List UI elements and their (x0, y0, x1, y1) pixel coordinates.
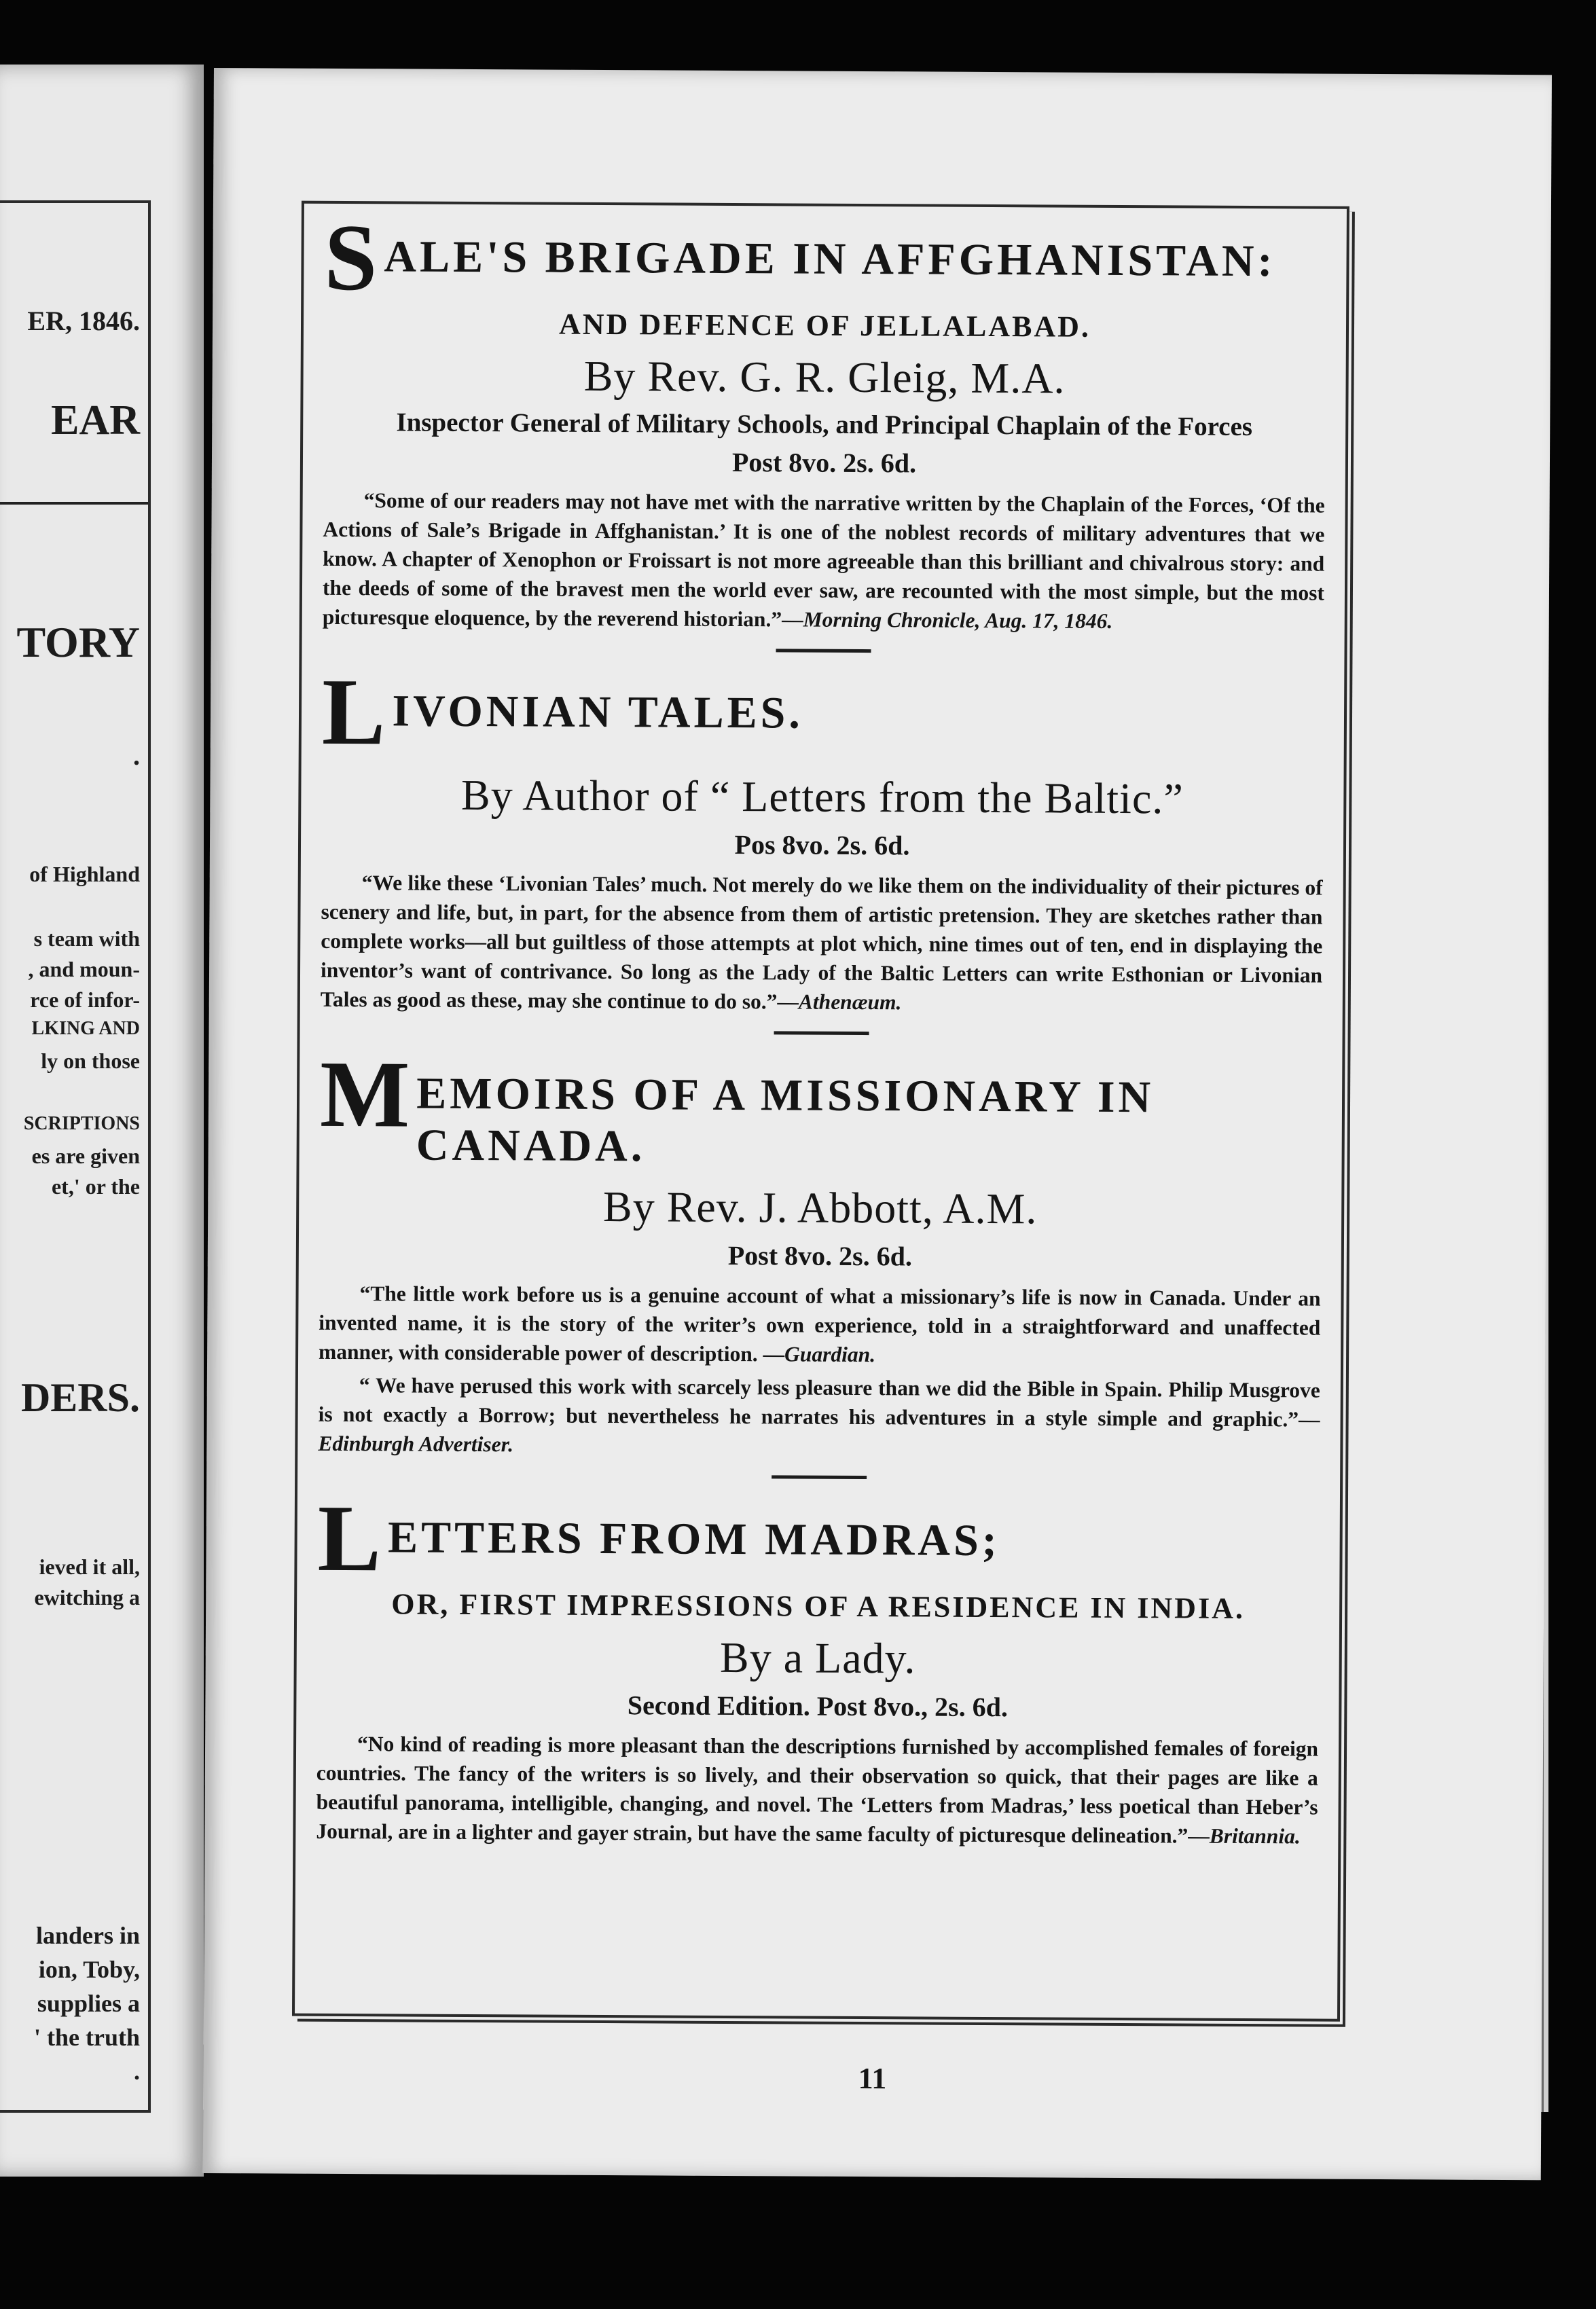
left-page-line: , and moun- (28, 957, 140, 981)
review-quote (321, 868, 1323, 1019)
advertisement-page (203, 68, 1552, 2180)
left-page-line: ER, 1846. (27, 306, 140, 336)
left-page-line: ly on those (41, 1049, 140, 1073)
drop-cap: M (319, 1041, 410, 1148)
left-facing-page (0, 65, 204, 2177)
left-page-line: DERS. (20, 1375, 140, 1420)
section-separator (774, 1031, 869, 1035)
author-affiliation: Inspector General of Military Schools, and Principal Chaplain of the Forces (396, 407, 1253, 442)
left-page-line: landers in (35, 1922, 140, 1949)
book-title: ETTERS FROM MADRAS; (387, 1512, 1000, 1566)
book-advertisement (316, 1485, 1320, 1851)
author-byline: By Rev. G. R. Gleig, M.A. (583, 351, 1066, 403)
section-separator (776, 649, 871, 653)
book-title-line (324, 204, 1326, 311)
left-page-line: TORY (16, 618, 140, 666)
left-page-line: ' the truth (34, 2024, 140, 2051)
author-byline: By a Lady. (719, 1633, 916, 1683)
format-and-price: Second Edition. Post 8vo., 2s. 6d. (627, 1690, 1009, 1723)
review-source: Guardian. (784, 1342, 876, 1367)
left-page-line: s team with (33, 926, 140, 951)
review-source: Edinburgh Advertiser. (318, 1431, 514, 1457)
book-title: EMOIRS OF A MISSIONARY IN CANADA. (416, 1068, 1155, 1171)
book-title-line (321, 659, 1324, 765)
left-page-line: of Highland (29, 862, 140, 886)
review-quote (316, 1729, 1318, 1851)
format-and-price: Post 8vo. 2s. 6d. (727, 1239, 913, 1272)
author-byline: By Author of “ Letters from the Baltic.” (460, 770, 1184, 823)
left-page-line: rce of infor- (30, 987, 140, 1012)
left-page-line: EAR (51, 397, 140, 443)
review-source: Britannia. (1209, 1823, 1301, 1849)
format-and-price: Pos 8vo. 2s. 6d. (734, 829, 910, 861)
review-text: “No kind of reading is more pleasant than the descriptions furnished by accomplished females of foreign countries. The fancy of the writers is so lively, and their observation so quick, that their pages are like a beautiful panorama, intelligible, changing, and novel. The ‘Letters from Madras,’ less poetical than Heber’s Journal, are in a lighter and gayer strain, but have the same faculty of picturesque delineation.”— (316, 1732, 1319, 1848)
advertisement-frame (292, 201, 1349, 2022)
left-page-line: SCRIPTIONS (23, 1113, 140, 1134)
book-title-line (319, 1041, 1322, 1176)
left-page-line: supplies a (37, 1990, 140, 2017)
review-quote (319, 1279, 1321, 1372)
review-quote (318, 1370, 1320, 1463)
book-subtitle: OR, FIRST IMPRESSIONS OF A RESIDENCE IN INDIA. (391, 1587, 1246, 1625)
left-page-line: . (133, 740, 140, 771)
drop-cap: L (317, 1485, 382, 1592)
review-source: Athenæum. (798, 989, 902, 1015)
drop-cap: S (324, 204, 378, 311)
book-title: IVONIAN TALES. (392, 686, 804, 738)
drop-cap: L (321, 659, 386, 765)
review-quote (323, 486, 1325, 637)
book-title-line (317, 1485, 1320, 1592)
book-title: ALE'S BRIGADE IN AFFGHANISTAN: (384, 232, 1276, 287)
review-source: Morning Chronicle, Aug. 17, 1846. (803, 607, 1113, 633)
left-page-line: et,' or the (51, 1174, 140, 1199)
left-page-line: ieved it all, (39, 1555, 140, 1579)
left-page-frame (0, 200, 151, 2113)
left-page-rule (0, 502, 148, 505)
book-advertisement (318, 1041, 1322, 1463)
left-page-line: ion, Toby, (38, 1956, 140, 1983)
review-text: “Some of our readers may not have met with the narrative written by the Chaplain of the Forces, ‘Of the Actions of Sale’s Brigade in Affghanistan.’ It is one of the noblest records of military adventures that we know. A chapter of Xenophon or Froissart is not more agreeable than this brilliant and chivalrous story: and the deeds of some of the bravest men the world ever saw, are recounted with the most simple, but the most picturesque eloquence, by the reverend historian.”— (322, 488, 1325, 632)
left-page-line: ewitching a (34, 1585, 140, 1610)
review-text: “The little work before us is a genuine account of what a missionary’s life is now in Canada. Under an invented name, it is the story of the writer’s own experience, told in a straightforward and unaffected manner, with considerable power of description. — (319, 1281, 1321, 1366)
section-separator (772, 1475, 867, 1479)
book-advertisement (320, 659, 1324, 1019)
left-page-line: es are given (31, 1144, 140, 1168)
format-and-price: Post 8vo. 2s. 6d. (731, 447, 917, 479)
page-number: 11 (858, 2062, 887, 2096)
left-page-line: . (134, 2058, 140, 2085)
book-advertisement (322, 204, 1326, 637)
author-byline: By Rev. J. Abbott, A.M. (602, 1182, 1038, 1233)
left-page-line: LKING AND (31, 1018, 140, 1039)
book-subtitle: AND DEFENCE OF JELLALABAD. (558, 307, 1091, 344)
review-text: “ We have perused this work with scarcely less pleasure than we did the Bible in Spain. Philip Musgrove is not exactly a Borrow; but nevertheless he narrates his adventures in a style simple and graphic.”— (318, 1373, 1320, 1432)
review-text: “We like these ‘Livonian Tales’ much. Not merely do we like them on the individuality of their pictures of scenery and life, but, in part, for the absence from them of artistic pretension. They are sketches rather than complete works—all but guiltless of those attempts at plot which, nine times out of ten, end in displaying the inventor’s want of contrivance. So long as the Lady of the Baltic Letters can write Esthonian or Livonian Tales as good as these, may she continue to do so.”— (320, 871, 1323, 1014)
advertisement-list (316, 204, 1326, 1851)
